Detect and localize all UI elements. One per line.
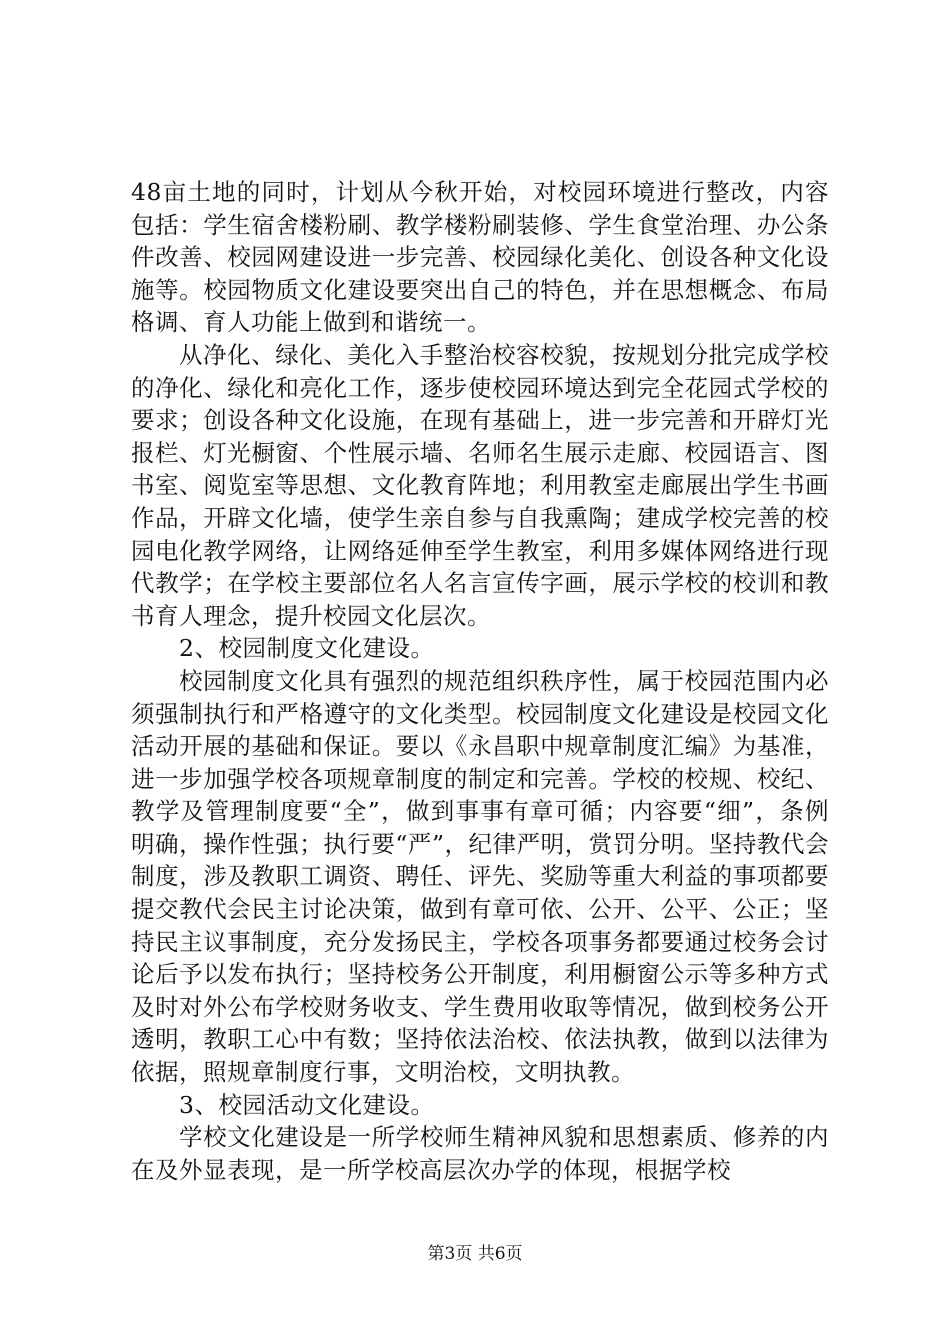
- paragraph-campus-greening: 从净化、绿化、美化入手整治校容校貌，按规划分批完成学校的净化、绿化和亮化工作，逐步使校园环境达到完全花园式学校的要求；创设各种文化设施，在现有基础上，进一步完善和开辟灯光报栏、灯光橱窗、个性展示墙、名师名生展示走廊、校园语言、图书室、阅览室等思想、文化教育阵地；利用教室走廊展出学生书画作品，开辟文化墙，使学生亲自参与自我熏陶；建成学校完善的校园电化教学网络，让网络延伸至学生教室，利用多媒体网络进行现代教学；在学校主要部位名人名言宣传字画，展示学校的校训和教书育人理念，提升校园文化层次。: [131, 340, 829, 630]
- section-heading-activity-culture: 3、校园活动文化建设。: [179, 1090, 435, 1119]
- paragraph-activity-culture: 学校文化建设是一所学校师生精神风貌和思想素质、修养的内在及外显表现，是一所学校高层次办学的体现，根据学校: [131, 1123, 829, 1184]
- section-heading-institutional-culture: 2、校园制度文化建设。: [179, 634, 435, 663]
- page-number-footer: 第3页 共6页: [427, 1244, 523, 1264]
- paragraph-institutional-culture: 校园制度文化具有强烈的规范组织秩序性，属于校园范围内必须强制执行和严格遵守的文化类型。校园制度文化建设是校园文化活动开展的基础和保证。要以《永昌职中规章制度汇编》为基准，进一步加强学校各项规章制度的制定和完善。学校的校规、校纪、教学及管理制度要“全”，做到事事有章可循；内容要“细”，条例明确，操作性强；执行要“严”，纪律严明，赏罚分明。坚持教代会制度，涉及教职工调资、聘任、评先、奖励等重大利益的事项都要提交教代会民主讨论决策，做到有章可依、公开、公平、公正；坚持民主议事制度，充分发扬民主，学校各项事务都要通过校务会讨论后予以发布执行；坚持校务公开制度，利用橱窗公示等多种方式及时对外公布学校财务收支、学生费用收取等情况，做到校务公开透明，教职工心中有数；坚持依法治校、依法执教，做到以法律为依据，照规章制度行事，文明治校，文明执教。: [131, 666, 829, 1087]
- paragraph-continuation: 48亩土地的同时，计划从今秋开始，对校园环境进行整改，内容包括：学生宿舍楼粉刷、教学楼粉刷装修、学生食堂治理、办公条件改善、校园网建设进一步完善、校园绿化美化、创设各种文化设施等。校园物质文化建设要突出自己的特色，并在思想概念、布局格调、育人功能上做到和谐统一。: [131, 178, 829, 337]
- document-body: [131, 176, 829, 1186]
